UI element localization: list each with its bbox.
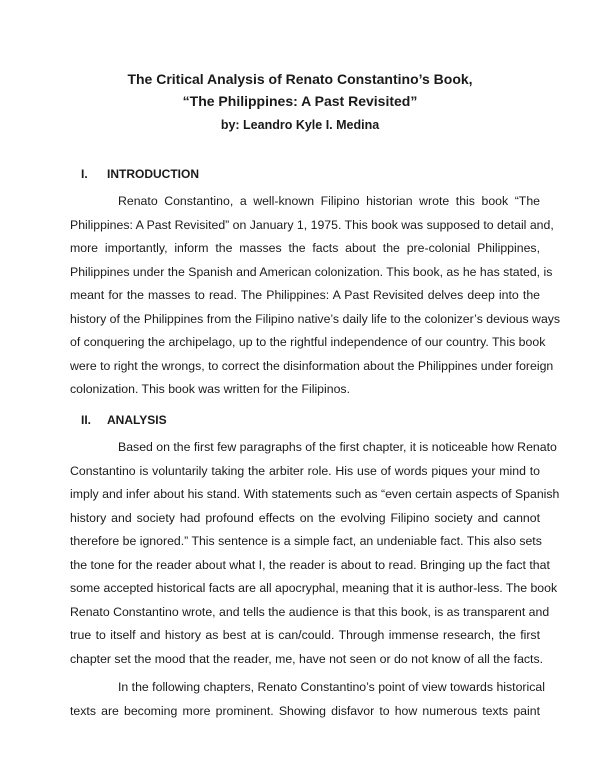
section-number: II. xyxy=(81,413,92,427)
paragraph-line: Based on the first few paragraphs of the first chapter, it is noticeable how Renato xyxy=(118,440,557,454)
paragraph-line: history and society had profound effects on the evolving Filipino society and cannot xyxy=(70,510,540,525)
paragraph-line: history of the Philippines from the Filipino native’s daily life to the colonizer’s devious ways xyxy=(70,311,561,326)
analysis-paragraph-1 xyxy=(70,436,560,671)
section-heading-introduction xyxy=(81,166,199,182)
section-heading-analysis xyxy=(81,412,167,428)
document-title-line-2: “The Philippines: A Past Revisited” xyxy=(182,93,418,109)
paragraph-line: colonization. This book was written for the Filipinos. xyxy=(70,382,351,396)
paragraph-line: true to itself and history as best at is can/could. Through immense research, the first xyxy=(70,628,540,642)
section-title: ANALYSIS xyxy=(107,413,167,427)
document-byline: by: Leandro Kyle I. Medina xyxy=(220,118,380,132)
paragraph-line: meant for the masses to read. The Philippines: A Past Revisited delves deep into the xyxy=(70,288,540,302)
paragraph-line: In the following chapters, Renato Constantino’s point of view towards historical xyxy=(118,680,545,694)
paragraph-line: therefore be ignored.” This sentence is a simple fact, an undeniable fact. This also sets xyxy=(70,534,542,548)
paragraph-line: Philippines under the Spanish and American colonization. This book, as he has stated, is xyxy=(70,264,553,279)
document-title-line-1: The Critical Analysis of Renato Constantino’s Book, xyxy=(127,71,473,87)
paragraph-line: Renato Constantino, a well-known Filipino historian wrote this book “The xyxy=(118,194,540,208)
paragraph-line: Renato Constantino wrote, and tells the audience is that this book, is as transparent and xyxy=(70,604,550,619)
paragraph-line: imply and infer about his stand. With statements such as “even certain aspects of Spanish xyxy=(70,487,560,501)
paragraph-line: the tone for the reader about what I, the reader is about to read. Bringing up the fact that xyxy=(70,557,550,572)
paragraph-line: Philippines: A Past Revisited” on January 1, 1975. This book was supposed to detail and, xyxy=(70,217,554,232)
document-title-block xyxy=(0,68,600,136)
paragraph-line: some accepted historical facts are all apocryphal, meaning that it is author-less. The book xyxy=(70,581,558,595)
section-title: INTRODUCTION xyxy=(107,167,199,181)
introduction-paragraph xyxy=(70,190,561,402)
analysis-paragraph-2 xyxy=(70,676,545,723)
section-number: I. xyxy=(81,167,88,181)
paragraph-line: more importantly, inform the masses the facts about the pre-colonial Philippines, xyxy=(70,241,540,255)
paragraph-line: chapter set the mood that the reader, me, have not seen or do not know of all the facts. xyxy=(70,651,544,666)
paragraph-line: of conquering the archipelago, up to the rightful independence of our country. This book xyxy=(70,335,546,349)
paragraph-line: Constantino is voluntarily taking the arbiter role. His use of words piques your mind to xyxy=(70,463,540,478)
paragraph-line: texts are becoming more prominent. Showing disfavor to how numerous texts paint xyxy=(70,703,540,718)
paragraph-line: were to right the wrongs, to correct the disinformation about the Philippines under foreign xyxy=(70,358,554,373)
